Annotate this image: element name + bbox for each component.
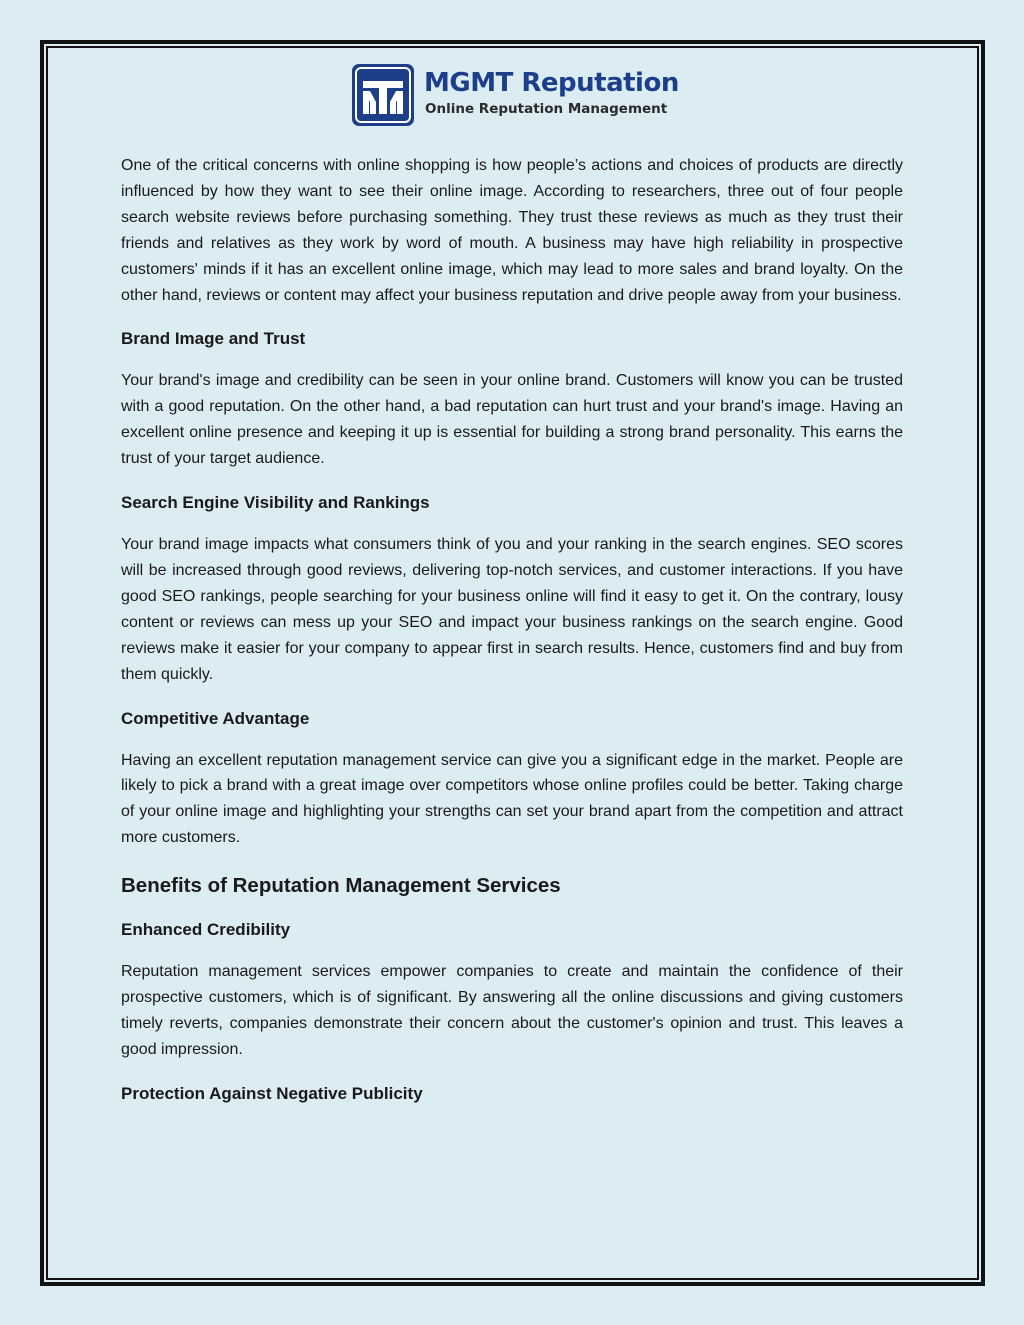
section-body-search-visibility: Your brand image impacts what consumers think of you and your ranking in the search engines. SEO scores will be increased through good reviews, delivering top-notch services, and customer interactions. If you have good SEO rankings, people searching for your business online will find it easy to get it. On the contrary, lousy content or reviews can mess up your SEO and impact your business rankings on the search engine. Good reviews make it easier for your company to appear first in search results. Hence, customers find and buy from them quickly. xyxy=(121,536,903,683)
section-body-competitive-advantage: Having an excellent reputation management service can give you a significant edge in the market. People are likely to pick a brand with a great image over competitors whose online profiles could be better. Taking charge of your online image and highlighting your strengths can set your brand apart from the competition and attract more customers. xyxy=(121,751,903,847)
section-heading-brand-image: Brand Image and Trust xyxy=(121,329,306,349)
brand-name: MGMT Reputation xyxy=(424,68,679,98)
section-heading-competitive-advantage: Competitive Advantage xyxy=(121,708,310,728)
section-body-brand-image: Your brand's image and credibility can be seen in your online brand. Customers will know you can be trusted with a good reputation. On the other hand, a bad reputation can hurt trust and your brand's image. Having an excellent online presence and keeping it up is essential for building a strong brand personality. This earns the trust of your target audience. xyxy=(121,372,903,468)
intro-paragraph: One of the critical concerns with online shopping is how people’s actions and choices of products are directly influenced by how they want to see their online image. According to researchers, three out of four people search website reviews before purchasing something. They trust these reviews as much as they trust their friends and relatives as they work by word of mouth. A business may have high reliability in prospective customers' minds if it has an excellent online image, which may lead to more sales and brand loyalty. On the other hand, reviews or content may affect your business reputation and drive people away from your business. xyxy=(121,157,903,304)
section-heading-negative-publicity: Protection Against Negative Publicity xyxy=(121,1083,423,1103)
section-body-enhanced-credibility: Reputation management services empower companies to create and maintain the confidence of their prospective customers, which is of significant. By answering all the online discussions and giving customers timely reverts, companies demonstrate their concern about the customer's opinion and trust. This leaves a good impression. xyxy=(121,963,903,1058)
brand-tagline: Online Reputation Management xyxy=(425,101,668,117)
benefits-title: Benefits of Reputation Management Services xyxy=(121,874,561,898)
section-heading-enhanced-credibility: Enhanced Credibility xyxy=(121,920,291,940)
brand-logo xyxy=(352,64,682,128)
document-body xyxy=(121,153,903,1105)
section-heading-search-visibility: Search Engine Visibility and Rankings xyxy=(121,493,430,513)
mgmt-logo-icon xyxy=(352,64,414,126)
